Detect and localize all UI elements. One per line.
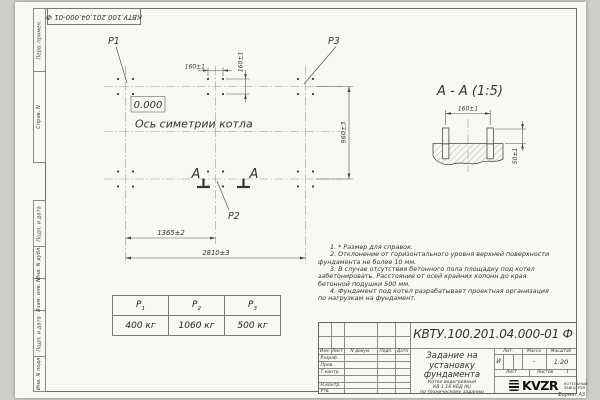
section-title: А - А (1:5) bbox=[437, 84, 503, 99]
doc-subtitle-line1: Котел водогрейный bbox=[427, 380, 477, 385]
kvzr-caption-line1: КОТЕЛЬНЫЙ bbox=[564, 381, 588, 386]
format-label: Формат А3 bbox=[557, 393, 585, 398]
load-p1-header bbox=[113, 296, 169, 316]
axis-label: Ось симетрии котла bbox=[135, 117, 253, 131]
title-block bbox=[318, 322, 588, 395]
col-podp: Подп. bbox=[379, 349, 393, 354]
dim-plan-160-vertical bbox=[226, 70, 250, 102]
doc-title-line2: установку bbox=[429, 360, 475, 371]
stamp-label-inv-podl: Инв. N подл. bbox=[36, 355, 43, 391]
row-tkontr: Т.контр. bbox=[320, 369, 341, 375]
col-izm: Изм. bbox=[319, 349, 331, 354]
kvzr-logo-icon bbox=[509, 380, 519, 391]
dim-text-2810: 2810±3 bbox=[202, 249, 230, 257]
stamp-label-perv-primen: Перв. примен. bbox=[36, 20, 43, 60]
mass-label: Масса bbox=[527, 349, 541, 354]
note-1: 1. * Размер для справок. bbox=[330, 243, 413, 251]
p2-symbol: P bbox=[192, 299, 198, 310]
load-p1-value: 400 кг bbox=[113, 316, 169, 336]
load-p3-value: 500 кг bbox=[225, 316, 281, 336]
notes-block bbox=[318, 244, 554, 303]
kvzr-caption-line2: ЗАВОД РЭП bbox=[564, 386, 586, 390]
p3-subscript: 3 bbox=[253, 305, 257, 312]
dim-text-section-50: 50±1 bbox=[512, 147, 519, 165]
doc-subtitle-line3: по техническому заданию bbox=[420, 390, 484, 395]
dim-plan-2810 bbox=[126, 257, 306, 260]
section-letter-left: А bbox=[191, 167, 201, 182]
section-letter-right: А bbox=[249, 167, 259, 182]
label-p1: P1 bbox=[108, 36, 120, 47]
dim-text-160-h: 160±1 bbox=[184, 63, 205, 71]
stamp-label-sprav-n: Справ. N bbox=[36, 105, 43, 129]
label-p2: P2 bbox=[228, 211, 240, 222]
loads-table bbox=[112, 295, 281, 336]
sheet-label: Лист bbox=[506, 370, 517, 375]
load-p2-header bbox=[169, 296, 225, 316]
stamp-label-vzam-inv: Взам. инв. N bbox=[36, 277, 43, 312]
title-block-doc-number: КВТУ.100.201.04.000-01 Ф bbox=[413, 327, 573, 341]
row-nkontr: Н.контр. bbox=[320, 382, 341, 388]
scale-label: Масштаб bbox=[550, 349, 572, 354]
loads-value-row bbox=[113, 316, 281, 336]
row-prov: Пров. bbox=[320, 362, 334, 368]
col-ndokum: N докум. bbox=[350, 349, 371, 354]
lit-label: Лит. bbox=[503, 349, 513, 354]
col-data: Дата bbox=[396, 349, 409, 354]
label-p3: P3 bbox=[328, 36, 340, 47]
kvzr-logo-text: KVZR bbox=[522, 378, 559, 393]
stamp-label-podp-data-1: Подп. и дата bbox=[36, 205, 43, 242]
stamp-label-inv-dubl: Инв. N дубл. bbox=[36, 245, 43, 280]
dim-plan-1365 bbox=[126, 237, 216, 240]
doc-title-line1: Задание на bbox=[426, 351, 478, 361]
stamp-label-podp-data-2: Подп. и дата bbox=[36, 315, 43, 352]
note-4: 4. Фундамент под котел разрабатывает проектная организация по нагрузкам на фундамент. bbox=[318, 287, 549, 303]
dim-text-section-160: 160±1 bbox=[457, 105, 479, 113]
doc-number-top: КВТУ.100.201.04.000-01 Ф bbox=[46, 12, 142, 21]
note-3: 3. В случае отсутствия бетонного пола площадку под котел забетонировать. Расстояние от осей крайних колонн до края бетонной подушки 500 мм. bbox=[318, 265, 535, 288]
dim-text-160-v: 160±1 bbox=[237, 51, 245, 73]
col-list: Лист bbox=[332, 349, 343, 354]
mass-value: - bbox=[532, 358, 536, 365]
sheets-value: 1 bbox=[566, 370, 569, 375]
plan-centerlines bbox=[104, 63, 348, 264]
row-razrab: Разраб. bbox=[320, 355, 339, 361]
p1-subscript: 1 bbox=[141, 305, 145, 312]
loads-header-row bbox=[113, 296, 281, 316]
p1-symbol: P bbox=[136, 299, 142, 310]
elevation-value: 0.000 bbox=[133, 100, 163, 111]
lit-value: И bbox=[496, 358, 501, 365]
row-utv: Утв. bbox=[320, 389, 330, 395]
doc-subtitle-line2: КВ-1,16 КБД (К) bbox=[432, 385, 472, 390]
doc-title-line3: фундамента bbox=[423, 370, 481, 380]
p3-symbol: P bbox=[248, 299, 254, 310]
dim-text-1365: 1365±2 bbox=[157, 229, 185, 237]
dim-text-960: 960±3 bbox=[339, 121, 348, 144]
p2-subscript: 2 bbox=[197, 305, 201, 312]
note-2: 2. Отклонение от горизонтального уровня верхней поверхности фундамента не более 10 мм. bbox=[318, 250, 550, 266]
sheets-label: Листов bbox=[536, 370, 554, 375]
load-p2-value: 1060 кг bbox=[169, 316, 225, 336]
load-p3-header bbox=[225, 296, 281, 316]
scale-value: 1:20 bbox=[553, 358, 569, 366]
